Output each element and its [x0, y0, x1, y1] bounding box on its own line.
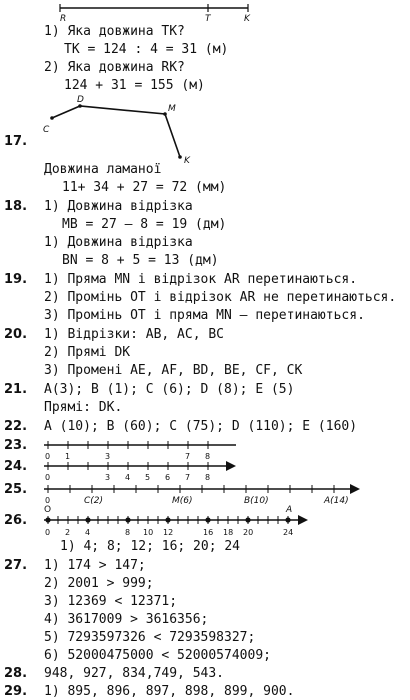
p18-line-2: MB = 27 – 8 = 19 (дм) [62, 217, 227, 232]
tick-26-2: 2 [65, 528, 71, 537]
label-r: R [60, 14, 67, 24]
problem-22-number: 22. [4, 419, 28, 434]
p27-line-2: 2) 2001 > 999; [44, 576, 154, 591]
problem-24-number: 24. [4, 459, 28, 474]
tick-26-8: 8 [125, 528, 131, 537]
polyline-title: Довжина ламаної [44, 162, 162, 177]
tick-26-18: 18 [223, 528, 234, 537]
p26-answer: 1) 4; 8; 12; 16; 20; 24 [60, 539, 241, 554]
label-k: K [244, 14, 250, 24]
tick-26-16: 16 [203, 528, 214, 537]
tick-23-8: 8 [205, 452, 211, 461]
problem-20-number: 20. [4, 327, 28, 342]
tick-25-m: M(6) [172, 496, 193, 506]
tick-26-12: 12 [163, 528, 174, 537]
problem-23-number: 23. [4, 438, 28, 453]
p18-line-1: 1) Довжина відрізка [44, 199, 193, 214]
tick-23-1: 1 [65, 452, 71, 461]
tick-24-8: 8 [205, 473, 211, 482]
segment-rtk [60, 4, 251, 24]
problem-26-number: 26. [4, 513, 28, 528]
question-tk: 1) Яка довжина TK? [44, 24, 185, 39]
p28-line-1: 948, 927, 834,749, 543. [44, 666, 225, 681]
tick-26-4: 4 [85, 528, 91, 537]
tick-25-0: 0 [45, 496, 51, 505]
tick-23-3: 3 [105, 452, 111, 461]
tick-23-7: 7 [185, 452, 191, 461]
label-d: D [77, 95, 84, 105]
label-k2: K [184, 156, 190, 166]
tick-24-5: 5 [145, 473, 151, 482]
tick-24-7: 7 [185, 473, 191, 482]
tick-26-0: 0 [45, 528, 51, 537]
number-line-26 [44, 505, 308, 537]
p27-line-6: 6) 52000475000 < 52000574009; [44, 648, 271, 663]
p18-line-4: BN = 8 + 5 = 13 (дм) [62, 253, 219, 268]
p27-line-4: 4) 3617009 > 3616356; [44, 612, 209, 627]
p19-line-2: 2) Промінь OT і відрізок AR не перетинаються. [44, 290, 397, 305]
label-c: C [43, 125, 50, 135]
p18-line-3: 1) Довжина відрізка [44, 235, 193, 250]
p20-line-2: 2) Прямі DK [44, 345, 131, 360]
tick-24-0: 0 [45, 473, 51, 482]
p21-line-1: A(3); B (1); C (6); D (8); E (5) [44, 382, 295, 397]
answer-tk: TK = 124 : 4 = 31 (м) [64, 42, 229, 57]
tick-26-20: 20 [243, 528, 254, 537]
tick-24-3: 3 [105, 473, 111, 482]
tick-23-0: 0 [45, 452, 51, 461]
p19-line-3: 3) Промінь OT і пряма MN – перетинаються. [44, 308, 365, 323]
p27-line-3: 3) 12369 < 12371; [44, 594, 178, 609]
p21-line-2: Прямі: DK. [44, 400, 123, 415]
question-rk: 2) Яка довжина RK? [44, 60, 185, 75]
tick-25-c: C(2) [84, 496, 104, 506]
polyline-cdmk [43, 95, 191, 166]
label-m: M [168, 104, 176, 114]
tick-26-10: 10 [143, 528, 154, 537]
label-a26: A [286, 505, 293, 515]
tick-26-24: 24 [283, 528, 294, 537]
problem-18-number: 18. [4, 199, 28, 214]
label-t: T [205, 14, 211, 24]
number-line-24 [44, 461, 236, 482]
number-line-23 [44, 441, 236, 461]
number-line-25 [44, 484, 360, 506]
tick-24-6: 6 [165, 473, 171, 482]
label-o: O [44, 505, 52, 515]
p19-line-1: 1) Пряма MN і відрізок AR перетинаються. [44, 272, 358, 287]
p22-line-1: A (10); B (60); C (75); D (110); E (160) [44, 419, 358, 434]
p27-line-1: 1) 174 > 147; [44, 558, 146, 573]
problem-27-number: 27. [4, 558, 28, 573]
answer-rk: 124 + 31 = 155 (м) [64, 78, 205, 93]
problem-17-number: 17. [4, 134, 28, 149]
tick-25-a: A(14) [324, 496, 349, 506]
polyline-calc: 11+ 34 + 27 = 72 (мм) [62, 180, 227, 195]
problem-25-number: 25. [4, 482, 28, 497]
problem-21-number: 21. [4, 382, 28, 397]
tick-25-b: B(10) [244, 496, 269, 506]
p27-line-5: 5) 7293597326 < 7293598327; [44, 630, 256, 645]
problem-29-number: 29. [4, 684, 28, 699]
problem-28-number: 28. [4, 666, 28, 681]
tick-24-4: 4 [125, 473, 131, 482]
p29-line-1: 1) 895, 896, 897, 898, 899, 900. [44, 684, 295, 699]
problem-19-number: 19. [4, 272, 28, 287]
p20-line-3: 3) Промені AE, AF, BD, BE, CF, CK [44, 363, 303, 378]
p20-line-1: 1) Відрізки: AB, AC, BC [44, 327, 225, 342]
